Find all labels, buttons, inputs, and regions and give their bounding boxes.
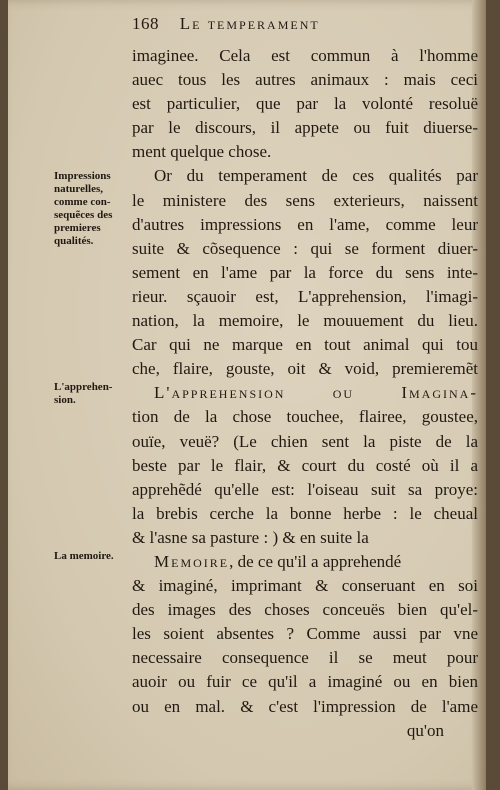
text-line: rieur. sçauoir est, L'apprehension, l'imagi- bbox=[132, 286, 478, 306]
text-line: la brebis cerche la bonne herbe : le cheual bbox=[132, 503, 478, 523]
text-line: ouïe, veuë? (Le chien sent la piste de la bbox=[132, 431, 478, 451]
memoire-caps: Memoire bbox=[154, 551, 230, 571]
margin-note-line: L'apprehen- bbox=[54, 381, 113, 393]
text-line: des images des choses conceuës bien qu'el- bbox=[132, 600, 478, 620]
text-line: est particulier, que par la volonté resoluë bbox=[132, 94, 478, 114]
margin-note-line: naturelles, bbox=[54, 183, 103, 195]
margin-note-line: sequẽces des bbox=[54, 209, 113, 221]
margin-note-apprehension bbox=[54, 381, 112, 407]
text-line: auoir ou fuir ce qu'il a imaginé ou en bien bbox=[132, 672, 478, 692]
text-line: apprehẽdé qu'elle est: l'oiseau suit sa proye: bbox=[132, 479, 478, 499]
text-line: par le discours, il appete ou fuit diuerse- bbox=[132, 118, 478, 138]
margin-note-line: sion. bbox=[54, 394, 76, 406]
running-title: Le temperament bbox=[179, 14, 320, 33]
margin-note-line: comme con- bbox=[54, 196, 111, 208]
text-line: & imaginé, imprimant & conseruant en soi bbox=[132, 576, 478, 596]
page-number: 168 bbox=[132, 14, 159, 33]
text-line: nation, la memoire, le mouuement du lieu. bbox=[132, 311, 478, 331]
text-line: necessaire consequence il se meut pour bbox=[132, 648, 478, 668]
text-line: tion de la chose touchee, flairee, goustee, bbox=[132, 407, 478, 427]
memoire-rest: , de ce qu'il a apprehendé bbox=[229, 551, 402, 571]
margin-note-line: premieres bbox=[54, 222, 101, 234]
text-line: Car qui ne marque en tout animal qui tou bbox=[132, 335, 478, 355]
margin-note-impressions bbox=[54, 170, 112, 248]
margin-note-memoire bbox=[54, 550, 114, 563]
text-line: suite & cõsequence : qui se forment diuer- bbox=[132, 238, 478, 258]
text-line: ou en mal. & c'est l'impression de l'ame bbox=[132, 696, 478, 716]
margin-note-line: La memoire. bbox=[54, 550, 114, 562]
memoire-heading-line bbox=[132, 550, 478, 574]
text-line: Or du temperament de ces qualités par bbox=[154, 166, 478, 186]
catchword: qu'on bbox=[406, 720, 444, 740]
text-line: sement en l'ame par la force du sens inte- bbox=[132, 262, 478, 282]
apprehension-heading-line: L'apprehension ou Imagina- bbox=[154, 383, 478, 403]
text-line: imaginee. Cela est commun à l'homme bbox=[132, 46, 478, 65]
text-line: auec tous les autres animaux : mais ceci bbox=[132, 70, 478, 90]
text-line: les soient absentes ? Comme aussi par vne bbox=[132, 624, 478, 644]
text-line: che, flaire, gouste, oit & void, premieremẽt bbox=[132, 359, 478, 379]
text-block bbox=[132, 44, 478, 743]
text-line: beste par le flair, & court du costé où il a bbox=[132, 455, 478, 475]
text-line: d'autres impressions en l'ame, comme leur bbox=[132, 214, 478, 234]
book-page bbox=[8, 0, 486, 790]
text-line: le ministere des sens exterieurs, naissent bbox=[132, 190, 478, 210]
margin-note-line: qualités. bbox=[54, 235, 94, 247]
page-header bbox=[132, 14, 320, 34]
margin-note-line: Impressions bbox=[54, 170, 111, 182]
text-line: ment quelque chose. bbox=[132, 142, 272, 162]
text-line: & l'asne sa pasture : ) & en suite la bbox=[132, 527, 369, 547]
